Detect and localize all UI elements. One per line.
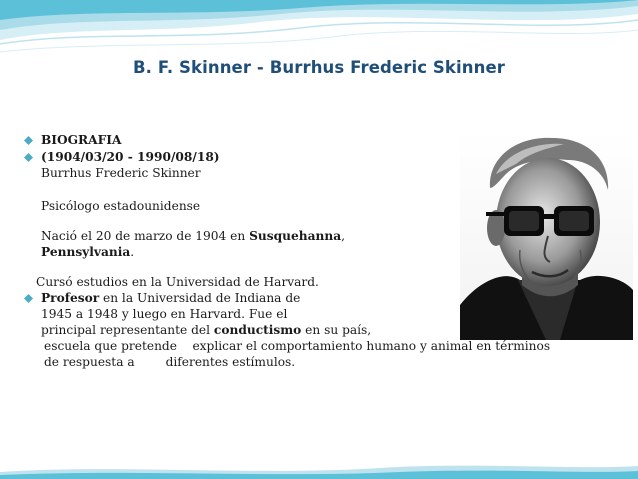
slide-title: B. F. Skinner - Burrhus Frederic Skinner — [133, 58, 505, 77]
birth-place: Susquehanna — [249, 229, 342, 243]
birth-comma: , — [341, 229, 346, 243]
diamond-bullet-icon — [24, 294, 33, 303]
bottom-wave-decoration — [0, 462, 638, 479]
bullet-biografia: BIOGRAFIA — [41, 133, 122, 147]
birth-state-line — [41, 244, 134, 260]
diamond-bullet-icon — [24, 136, 33, 145]
conductismo-term: conductismo — [213, 323, 302, 337]
conductismo-post: en su país, — [301, 323, 372, 337]
profesor-label: Profesor — [41, 291, 100, 305]
birth-state: Pennsylvania — [41, 245, 131, 259]
career-line: 1945 a 1948 y luego en Harvard. Fue el — [41, 307, 288, 321]
birth-line — [41, 228, 345, 244]
diamond-bullet-icon — [24, 153, 33, 162]
full-name: Burrhus Frederic Skinner — [41, 166, 201, 180]
school-line: escuela que pretende explicar el comportamiento humano y animal en términos — [44, 339, 551, 353]
conductismo-pre: principal representante del — [41, 323, 214, 337]
bullet-profesor — [41, 290, 300, 306]
portrait-photo — [460, 130, 633, 340]
profesor-text: en la Universidad de Indiana de — [99, 291, 301, 305]
profession: Psicólogo estadounidense — [41, 199, 201, 213]
studies-line: Cursó estudios en la Universidad de Harvard. — [36, 275, 319, 289]
response-line: de respuesta a diferentes estímulos. — [44, 355, 296, 369]
bullet-dates: (1904/03/20 - 1990/08/18) — [41, 150, 220, 164]
birth-period: . — [130, 245, 135, 259]
birth-text: Nació el 20 de marzo de 1904 en — [41, 229, 250, 243]
conductismo-line — [41, 322, 371, 338]
